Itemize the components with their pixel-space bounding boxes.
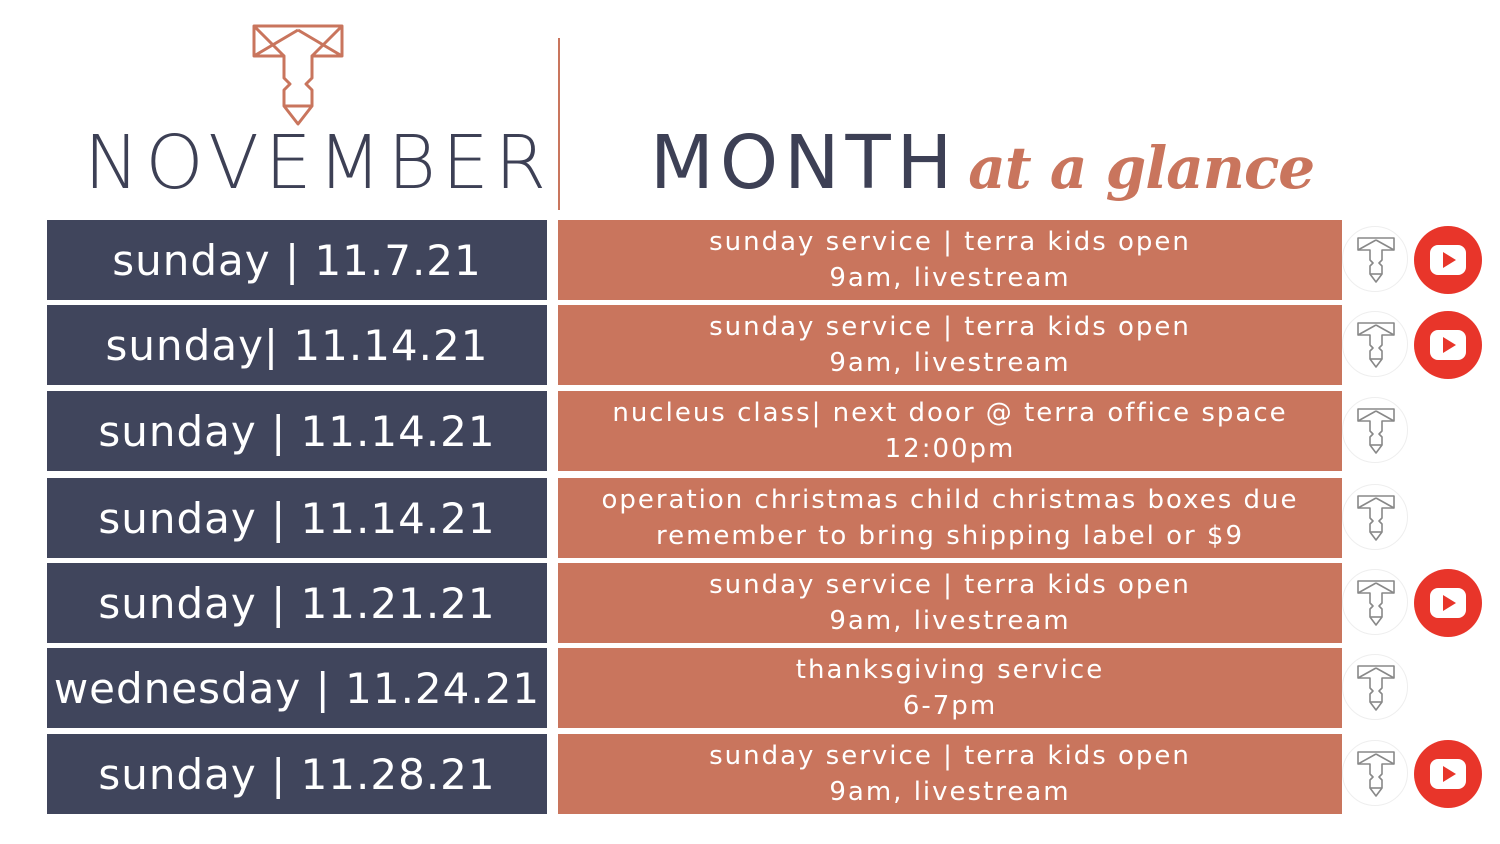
- terra-logo-icon[interactable]: [1342, 484, 1408, 550]
- event-title: sunday service | terra kids open: [709, 741, 1191, 771]
- terra-logo-icon[interactable]: [1342, 397, 1408, 463]
- page-title: [650, 118, 1314, 228]
- event-time: 12:00pm: [884, 434, 1016, 464]
- terra-logo: [250, 22, 346, 128]
- header-divider: [558, 38, 560, 210]
- event-row: [0, 734, 1500, 814]
- youtube-icon[interactable]: [1414, 569, 1482, 637]
- youtube-icon[interactable]: [1414, 740, 1482, 808]
- event-details: [558, 563, 1342, 643]
- event-title: sunday service | terra kids open: [709, 570, 1191, 600]
- event-row: [0, 563, 1500, 643]
- title-script: at a glance: [968, 134, 1315, 202]
- event-date: wednesday | 11.24.21: [47, 648, 547, 728]
- event-date: sunday| 11.14.21: [47, 305, 547, 385]
- month-heading: NOVEMBER: [84, 120, 553, 206]
- event-title: operation christmas child christmas boxes due: [601, 485, 1299, 515]
- event-row: [0, 220, 1500, 300]
- event-details: [558, 734, 1342, 814]
- event-details: [558, 220, 1342, 300]
- event-details: [558, 391, 1342, 471]
- event-date: sunday | 11.7.21: [47, 220, 547, 300]
- event-time: 9am, livestream: [829, 263, 1071, 293]
- event-time: 6-7pm: [902, 691, 998, 721]
- event-date: sunday | 11.14.21: [47, 391, 547, 471]
- event-time: 9am, livestream: [829, 348, 1071, 378]
- terra-logo-icon[interactable]: [1342, 226, 1408, 292]
- event-row: [0, 648, 1500, 728]
- terra-logo-icon[interactable]: [1342, 654, 1408, 720]
- terra-logo-icon[interactable]: [1342, 569, 1408, 635]
- event-date: sunday | 11.14.21: [47, 478, 547, 558]
- event-date: sunday | 11.21.21: [47, 563, 547, 643]
- event-time: 9am, livestream: [829, 606, 1071, 636]
- event-title: sunday service | terra kids open: [709, 227, 1191, 257]
- event-date: sunday | 11.28.21: [47, 734, 547, 814]
- event-time: 9am, livestream: [829, 777, 1071, 807]
- event-details: [558, 648, 1342, 728]
- event-title: thanksgiving service: [795, 655, 1105, 685]
- terra-logo-icon[interactable]: [1342, 311, 1408, 377]
- event-title: sunday service | terra kids open: [709, 312, 1191, 342]
- event-row: [0, 391, 1500, 471]
- youtube-icon[interactable]: [1414, 226, 1482, 294]
- event-details: [558, 478, 1342, 558]
- event-details: [558, 305, 1342, 385]
- event-row: [0, 305, 1500, 385]
- terra-logo-icon[interactable]: [1342, 740, 1408, 806]
- event-time: remember to bring shipping label or $9: [655, 521, 1245, 551]
- title-main: MONTH: [650, 120, 959, 206]
- event-row: [0, 478, 1500, 558]
- youtube-icon[interactable]: [1414, 311, 1482, 379]
- event-title: nucleus class| next door @ terra office space: [612, 398, 1288, 428]
